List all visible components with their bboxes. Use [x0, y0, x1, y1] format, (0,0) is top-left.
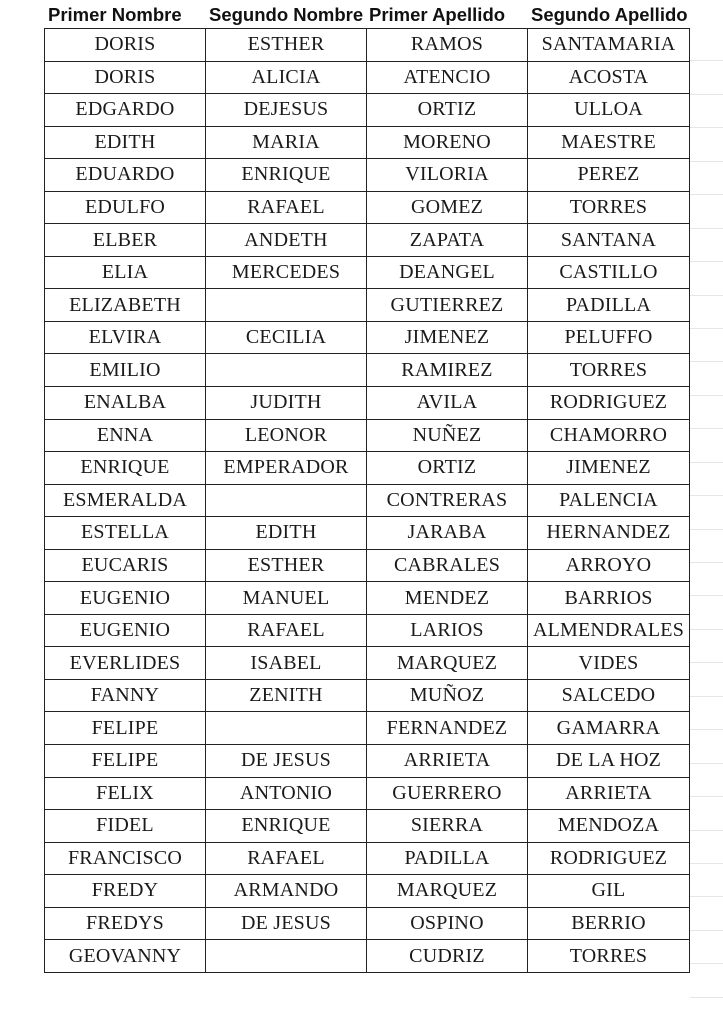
primer-nombre-cell[interactable]: FREDY [45, 875, 206, 908]
table-row [45, 224, 690, 257]
primer-apellido-cell[interactable]: LARIOS [367, 614, 528, 647]
primer-nombre-cell[interactable]: ENNA [45, 419, 206, 452]
segundo-nombre-cell[interactable]: DEJESUS [206, 94, 367, 127]
empty-cell [690, 362, 723, 395]
header-primer-apellido: Primer Apellido [369, 4, 506, 25]
adjacent-empty-cells [690, 28, 723, 998]
segundo-apellido-cell[interactable]: ARRIETA [528, 777, 690, 810]
table-row [45, 289, 690, 322]
table-row [45, 549, 690, 582]
table-row [45, 419, 690, 452]
primer-apellido-cell[interactable]: ORTIZ [367, 452, 528, 485]
empty-cell [690, 697, 723, 730]
primer-apellido-cell[interactable]: AVILA [367, 387, 528, 420]
segundo-nombre-cell[interactable]: ESTHER [206, 549, 367, 582]
primer-nombre-cell[interactable]: EDGARDO [45, 94, 206, 127]
primer-nombre-cell[interactable]: ENRIQUE [45, 452, 206, 485]
segundo-nombre-cell[interactable] [206, 484, 367, 517]
segundo-apellido-cell[interactable]: VIDES [528, 647, 690, 680]
primer-apellido-cell[interactable]: MORENO [367, 126, 528, 159]
segundo-apellido-cell[interactable]: TORRES [528, 940, 690, 973]
table-row [45, 810, 690, 843]
segundo-nombre-cell[interactable]: ESTHER [206, 29, 367, 62]
table-row [45, 159, 690, 192]
primer-nombre-cell[interactable]: DORIS [45, 29, 206, 62]
primer-nombre-cell[interactable]: GEOVANNY [45, 940, 206, 973]
primer-nombre-cell[interactable]: ELVIRA [45, 321, 206, 354]
primer-apellido-cell[interactable]: OSPINO [367, 907, 528, 940]
segundo-nombre-cell[interactable]: EMPERADOR [206, 452, 367, 485]
primer-apellido-cell[interactable]: CABRALES [367, 549, 528, 582]
segundo-nombre-cell[interactable]: ZENITH [206, 679, 367, 712]
empty-cell [690, 28, 723, 61]
segundo-apellido-cell[interactable]: TORRES [528, 354, 690, 387]
segundo-apellido-cell[interactable]: SALCEDO [528, 679, 690, 712]
primer-apellido-cell[interactable]: VILORIA [367, 159, 528, 192]
primer-apellido-cell[interactable]: ZAPATA [367, 224, 528, 257]
segundo-nombre-cell[interactable] [206, 940, 367, 973]
empty-cell [690, 630, 723, 663]
names-table-body [45, 29, 690, 973]
empty-cell [690, 162, 723, 195]
table-row [45, 745, 690, 778]
segundo-nombre-cell[interactable]: ANDETH [206, 224, 367, 257]
header-primer-nombre: Primer Nombre [48, 4, 182, 25]
primer-nombre-cell[interactable]: FANNY [45, 679, 206, 712]
table-row [45, 517, 690, 550]
table-row [45, 940, 690, 973]
table-row [45, 61, 690, 94]
table-row [45, 875, 690, 908]
table-row [45, 94, 690, 127]
segundo-apellido-cell[interactable]: BARRIOS [528, 582, 690, 615]
primer-apellido-cell[interactable]: JARABA [367, 517, 528, 550]
empty-cell [690, 596, 723, 629]
empty-cell [690, 530, 723, 563]
segundo-nombre-cell[interactable]: RAFAEL [206, 191, 367, 224]
table-row [45, 614, 690, 647]
table-row [45, 582, 690, 615]
empty-cell [690, 128, 723, 161]
primer-apellido-cell[interactable]: ORTIZ [367, 94, 528, 127]
primer-apellido-cell[interactable]: ARRIETA [367, 745, 528, 778]
empty-cell [690, 797, 723, 830]
segundo-nombre-cell[interactable]: ISABEL [206, 647, 367, 680]
primer-apellido-cell[interactable]: CUDRIZ [367, 940, 528, 973]
segundo-nombre-cell[interactable]: CECILIA [206, 321, 367, 354]
table-row [45, 484, 690, 517]
segundo-apellido-cell[interactable]: PADILLA [528, 289, 690, 322]
table-row [45, 256, 690, 289]
table-row [45, 29, 690, 62]
primer-nombre-cell[interactable]: EVERLIDES [45, 647, 206, 680]
segundo-apellido-cell[interactable]: RODRIGUEZ [528, 387, 690, 420]
header-segundo-apellido: Segundo Apellido [531, 4, 688, 25]
table-row [45, 321, 690, 354]
primer-nombre-cell[interactable]: FELIPE [45, 712, 206, 745]
segundo-nombre-cell[interactable]: EDITH [206, 517, 367, 550]
primer-nombre-cell[interactable]: ELIZABETH [45, 289, 206, 322]
table-row [45, 387, 690, 420]
segundo-apellido-cell[interactable]: PELUFFO [528, 321, 690, 354]
segundo-nombre-cell[interactable] [206, 354, 367, 387]
segundo-apellido-cell[interactable]: JIMENEZ [528, 452, 690, 485]
empty-cell [690, 296, 723, 329]
segundo-nombre-cell[interactable]: MERCEDES [206, 256, 367, 289]
primer-apellido-cell[interactable]: RAMOS [367, 29, 528, 62]
segundo-apellido-cell[interactable]: MENDOZA [528, 810, 690, 843]
primer-nombre-cell[interactable]: ELBER [45, 224, 206, 257]
primer-apellido-cell[interactable]: SIERRA [367, 810, 528, 843]
empty-cell [690, 864, 723, 897]
segundo-apellido-cell[interactable]: RODRIGUEZ [528, 842, 690, 875]
segundo-apellido-cell[interactable]: CASTILLO [528, 256, 690, 289]
primer-nombre-cell[interactable]: EDITH [45, 126, 206, 159]
primer-apellido-cell[interactable]: GUERRERO [367, 777, 528, 810]
segundo-nombre-cell[interactable]: RAFAEL [206, 842, 367, 875]
segundo-nombre-cell[interactable]: JUDITH [206, 387, 367, 420]
segundo-nombre-cell[interactable]: RAFAEL [206, 614, 367, 647]
table-row [45, 126, 690, 159]
segundo-apellido-cell[interactable]: HERNANDEZ [528, 517, 690, 550]
primer-nombre-cell[interactable]: FREDYS [45, 907, 206, 940]
empty-cell [690, 730, 723, 763]
table-row [45, 712, 690, 745]
table-row [45, 679, 690, 712]
segundo-apellido-cell[interactable]: GIL [528, 875, 690, 908]
segundo-apellido-cell[interactable]: PEREZ [528, 159, 690, 192]
primer-nombre-cell[interactable]: ESMERALDA [45, 484, 206, 517]
primer-nombre-cell[interactable]: FRANCISCO [45, 842, 206, 875]
empty-cell [690, 61, 723, 94]
segundo-nombre-cell[interactable]: ENRIQUE [206, 810, 367, 843]
empty-cell [690, 663, 723, 696]
primer-apellido-cell[interactable]: FERNANDEZ [367, 712, 528, 745]
segundo-apellido-cell[interactable]: MAESTRE [528, 126, 690, 159]
header-segundo-nombre: Segundo Nombre [209, 4, 364, 25]
segundo-nombre-cell[interactable]: ALICIA [206, 61, 367, 94]
segundo-apellido-cell[interactable]: PALENCIA [528, 484, 690, 517]
segundo-apellido-cell[interactable]: ALMENDRALES [528, 614, 690, 647]
segundo-apellido-cell[interactable]: SANTANA [528, 224, 690, 257]
empty-cell [690, 964, 723, 997]
primer-nombre-cell[interactable]: EDUARDO [45, 159, 206, 192]
primer-nombre-cell[interactable]: ELIA [45, 256, 206, 289]
primer-apellido-cell[interactable]: PADILLA [367, 842, 528, 875]
table-row [45, 777, 690, 810]
empty-cell [690, 195, 723, 228]
primer-nombre-cell[interactable]: EUGENIO [45, 614, 206, 647]
segundo-nombre-cell[interactable]: DE JESUS [206, 907, 367, 940]
empty-cell [690, 95, 723, 128]
segundo-nombre-cell[interactable] [206, 712, 367, 745]
primer-apellido-cell[interactable]: NUÑEZ [367, 419, 528, 452]
table-row [45, 842, 690, 875]
empty-cell [690, 931, 723, 964]
primer-apellido-cell[interactable]: MARQUEZ [367, 647, 528, 680]
empty-cell [690, 496, 723, 529]
segundo-nombre-cell[interactable]: ANTONIO [206, 777, 367, 810]
primer-apellido-cell[interactable]: CONTRERAS [367, 484, 528, 517]
empty-cell [690, 831, 723, 864]
table-row [45, 907, 690, 940]
primer-apellido-cell[interactable]: GOMEZ [367, 191, 528, 224]
segundo-apellido-cell[interactable]: ARROYO [528, 549, 690, 582]
primer-nombre-cell[interactable]: FELIX [45, 777, 206, 810]
segundo-nombre-cell[interactable]: ENRIQUE [206, 159, 367, 192]
segundo-nombre-cell[interactable]: DE JESUS [206, 745, 367, 778]
segundo-nombre-cell[interactable]: LEONOR [206, 419, 367, 452]
empty-cell [690, 329, 723, 362]
empty-cell [690, 262, 723, 295]
empty-cell [690, 229, 723, 262]
segundo-apellido-cell[interactable]: TORRES [528, 191, 690, 224]
column-header-row [0, 0, 723, 28]
empty-cell [690, 897, 723, 930]
empty-cell [690, 764, 723, 797]
segundo-apellido-cell[interactable]: CHAMORRO [528, 419, 690, 452]
segundo-apellido-cell[interactable]: SANTAMARIA [528, 29, 690, 62]
segundo-apellido-cell[interactable]: DE LA HOZ [528, 745, 690, 778]
table-row [45, 452, 690, 485]
primer-apellido-cell[interactable]: JIMENEZ [367, 321, 528, 354]
primer-apellido-cell[interactable]: ATENCIO [367, 61, 528, 94]
primer-nombre-cell[interactable]: EMILIO [45, 354, 206, 387]
empty-cell [690, 429, 723, 462]
primer-nombre-cell[interactable]: EUGENIO [45, 582, 206, 615]
primer-apellido-cell[interactable]: DEANGEL [367, 256, 528, 289]
primer-apellido-cell[interactable]: MENDEZ [367, 582, 528, 615]
primer-apellido-cell[interactable]: GUTIERREZ [367, 289, 528, 322]
segundo-nombre-cell[interactable]: MARIA [206, 126, 367, 159]
primer-nombre-cell[interactable]: EUCARIS [45, 549, 206, 582]
primer-nombre-cell[interactable]: FIDEL [45, 810, 206, 843]
empty-cell [690, 396, 723, 429]
empty-cell [690, 463, 723, 496]
segundo-apellido-cell[interactable]: ULLOA [528, 94, 690, 127]
empty-cell [690, 563, 723, 596]
primer-nombre-cell[interactable]: EDULFO [45, 191, 206, 224]
segundo-apellido-cell[interactable]: ACOSTA [528, 61, 690, 94]
primer-nombre-cell[interactable]: ENALBA [45, 387, 206, 420]
segundo-apellido-cell[interactable]: BERRIO [528, 907, 690, 940]
primer-apellido-cell[interactable]: RAMIREZ [367, 354, 528, 387]
primer-apellido-cell[interactable]: MARQUEZ [367, 875, 528, 908]
segundo-nombre-cell[interactable]: MANUEL [206, 582, 367, 615]
primer-nombre-cell[interactable]: FELIPE [45, 745, 206, 778]
primer-nombre-cell[interactable]: ESTELLA [45, 517, 206, 550]
segundo-nombre-cell[interactable]: ARMANDO [206, 875, 367, 908]
table-row [45, 647, 690, 680]
names-table [44, 28, 690, 973]
primer-nombre-cell[interactable]: DORIS [45, 61, 206, 94]
table-row [45, 354, 690, 387]
primer-apellido-cell[interactable]: MUÑOZ [367, 679, 528, 712]
segundo-apellido-cell[interactable]: GAMARRA [528, 712, 690, 745]
segundo-nombre-cell[interactable] [206, 289, 367, 322]
table-row [45, 191, 690, 224]
